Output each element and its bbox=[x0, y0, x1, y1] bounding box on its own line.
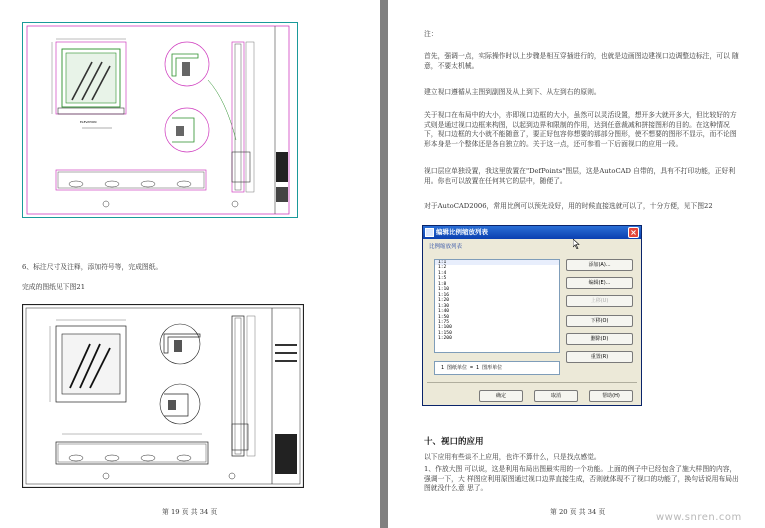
scale-list-item[interactable]: 1:16 bbox=[438, 292, 450, 298]
figure-21-caption: 完成的图纸见下图21 bbox=[22, 283, 86, 291]
scale-list-item[interactable]: 1:4 bbox=[438, 270, 447, 276]
svg-text:ELEVATION: ELEVATION bbox=[80, 120, 97, 124]
move-up-button[interactable]: 上移(U) bbox=[566, 295, 633, 307]
help-button[interactable]: 帮助(H) bbox=[589, 390, 633, 402]
left-page bbox=[0, 0, 380, 528]
move-down-button[interactable]: 下移(O) bbox=[566, 315, 633, 327]
scale-list-item[interactable]: 1:30 bbox=[438, 303, 450, 309]
scale-list-item[interactable]: 1:200 bbox=[438, 336, 452, 342]
mouse-cursor-icon bbox=[573, 239, 581, 249]
right-page-footer: 第 20 页 共 34 页 bbox=[550, 508, 606, 516]
scale-list-item[interactable]: 1:50 bbox=[438, 314, 450, 320]
app-icon bbox=[425, 228, 434, 237]
close-icon[interactable]: × bbox=[628, 227, 639, 238]
watermark: www.snren.com bbox=[656, 512, 742, 523]
paragraph-6: 以下应用有些谈不上应用，也许不算什么，只是找点感觉。 bbox=[424, 453, 601, 461]
ok-button[interactable]: 确定 bbox=[479, 390, 523, 402]
scale-list-item[interactable]: 1:1 bbox=[435, 260, 559, 265]
note-label: 注： bbox=[424, 30, 438, 38]
right-page bbox=[388, 0, 765, 528]
dialog-title: 编辑比例缩放列表 bbox=[436, 228, 488, 236]
scale-list-item[interactable]: 1:8 bbox=[438, 281, 447, 287]
add-button[interactable]: 添加(A)... bbox=[566, 259, 633, 271]
scale-list-group-label: 比例缩放列表 bbox=[429, 244, 463, 250]
reset-button[interactable]: 重置(R) bbox=[566, 351, 633, 363]
cancel-button[interactable]: 取消 bbox=[534, 390, 578, 402]
step-6-text: 6、标注尺寸及注释，添加符号等，完成图纸。 bbox=[22, 263, 163, 271]
left-page-footer: 第 19 页 共 34 页 bbox=[162, 508, 218, 516]
scale-list-item[interactable]: 1:100 bbox=[438, 325, 452, 331]
delete-button[interactable]: 删除(D) bbox=[566, 333, 633, 345]
scale-list[interactable] bbox=[434, 259, 560, 353]
dialog-title-bar bbox=[423, 226, 641, 239]
scale-list-item[interactable]: 1:10 bbox=[438, 287, 450, 293]
paragraph-1: 首先，强调一点，实际操作时以上步骤是相互穿插进行的，也就是边画图边建视口边调整边标注，可以 随意，不要太机械。 bbox=[424, 52, 739, 70]
paragraph-7: 1、作放大图 可以说，这是利用布局出图最实用的一个功能。上面的例子中已经包含了施大样图的内容，强调一下，大 样图应利用原图通过视口边界直接生成，否则就体现不了视口的功能了，换句话说用布局出图就没什么意 思了。 bbox=[424, 465, 739, 493]
cad-drawing-bottom bbox=[22, 304, 304, 488]
scale-list-item[interactable]: 1:5 bbox=[438, 276, 447, 282]
scale-list-dialog bbox=[422, 225, 642, 406]
unit-ratio-readout: 1 图纸单位 = 1 图形单位 bbox=[434, 361, 560, 375]
dialog-separator bbox=[427, 382, 637, 383]
paragraph-4: 视口层应单独设置，我这里放置在"DefPoints"图层，这是AutoCAD 自带的，具有不打印功能，正好利用。你也可以放置在任何其它的层中，随便了。 bbox=[424, 167, 736, 185]
scale-list-item[interactable]: 1:2 bbox=[438, 265, 447, 271]
paragraph-2: 建立视口遵循从主图到副图及从上到下、从左到右的原则。 bbox=[424, 88, 601, 96]
edit-button[interactable]: 编辑(E)... bbox=[566, 277, 633, 289]
paragraph-3: 关于视口在布局中的大小，亦即视口边框的大小，虽然可以灵活设置，想开多大就开多大，但比较好的方式则是通过视口边框来构图，以起到边界和限制的作用，达到任意裁减和拼接图形的目的。在这种情况下，视口边框的大小就不能随意了，要正好包容你想要的那部分图形，使不想要的图形不显示，而不论图形本身是一个整体还是各自独立的。关于这一点，还可参看一下后面视口的应用一段。 bbox=[424, 111, 737, 148]
section-heading: 十、视口的应用 bbox=[424, 437, 484, 447]
paragraph-5: 对于AutoCAD2006，常用比例可以预先设好，用的时候直接选就可以了，十分方便，见下图22 bbox=[424, 202, 713, 210]
scale-list-item[interactable]: 1:150 bbox=[438, 330, 452, 336]
scale-list-item[interactable]: 1:40 bbox=[438, 309, 450, 315]
scale-list-item[interactable]: 1:20 bbox=[438, 298, 450, 304]
scale-list-item[interactable]: 1:75 bbox=[438, 319, 450, 325]
cad-drawing-top bbox=[22, 22, 298, 218]
